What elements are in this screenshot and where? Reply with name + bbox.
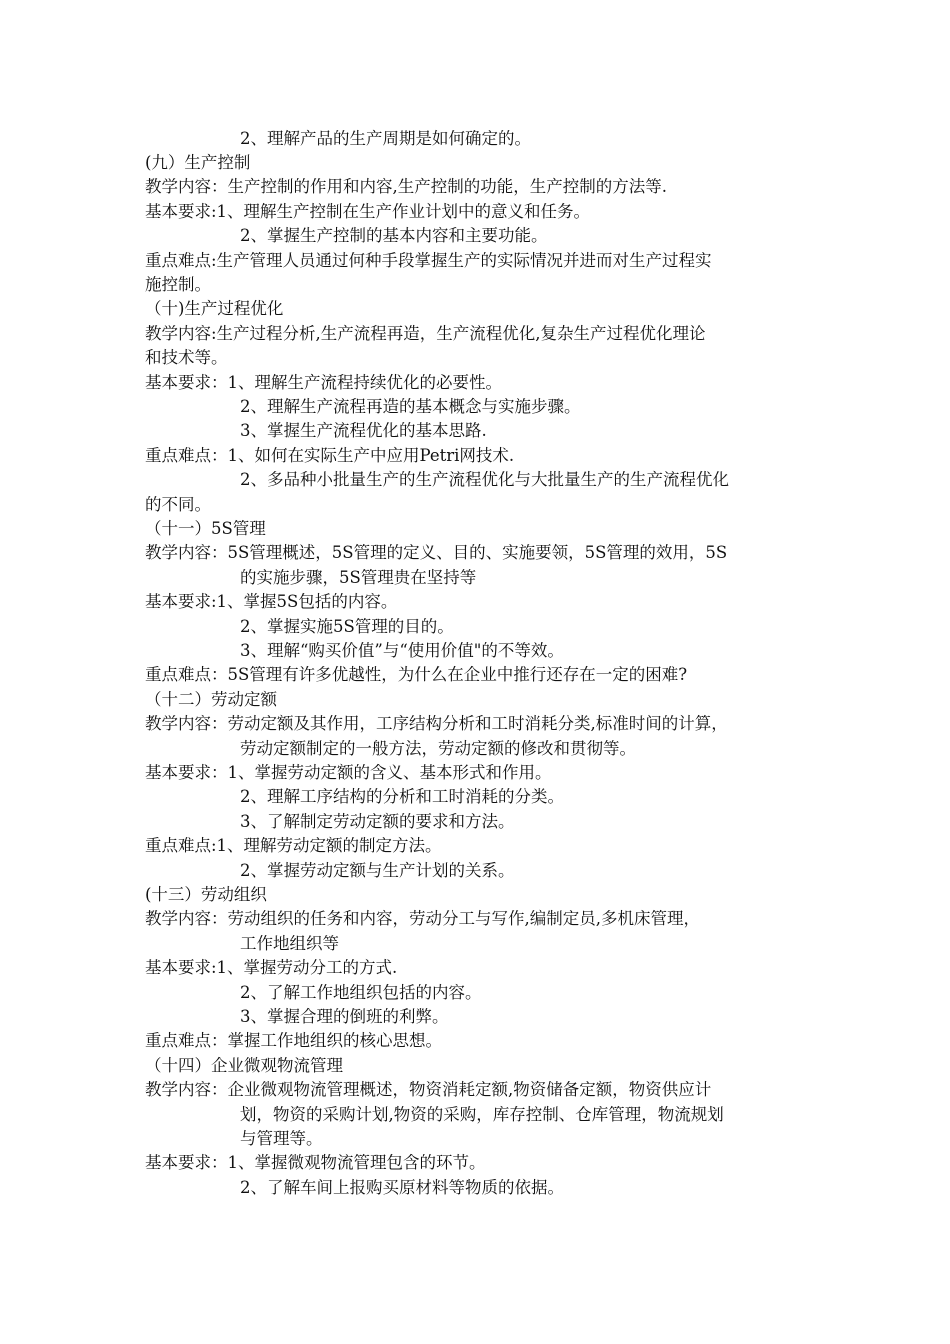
text-line: 重点难点：1、如何在实际生产中应用Petri网技术. xyxy=(145,446,515,465)
text-line: 2、理解产品的生产周期是如何确定的。 xyxy=(240,129,531,148)
section-heading: （十一）5S管理 xyxy=(145,519,266,538)
text-line: 3、理解“购买价值”与“使用价值"的不等效。 xyxy=(240,641,564,660)
text-line: 重点难点：5S管理有许多优越性，为什么在企业中推行还存在一定的困难? xyxy=(145,665,688,684)
text-line: 2、多品种小批量生产的生产流程优化与大批量生产的生产流程优化 xyxy=(240,470,729,489)
text-line: 和技术等。 xyxy=(145,348,228,367)
text-line: 工作地组织等 xyxy=(240,934,339,953)
text-line: 教学内容：劳动定额及其作用，工序结构分析和工时消耗分类,标准时间的计算， xyxy=(145,714,728,733)
section-heading: (十三）劳动组织 xyxy=(145,885,267,904)
text-line: 基本要求：1、掌握微观物流管理包含的环节。 xyxy=(145,1153,486,1172)
text-line: 2、理解工序结构的分析和工时消耗的分类。 xyxy=(240,787,564,806)
text-line: 教学内容：劳动组织的任务和内容，劳动分工与写作,编制定员,多机床管理， xyxy=(145,909,700,928)
text-line: 基本要求:1、掌握5S包括的内容。 xyxy=(145,592,398,611)
text-line: 重点难点:生产管理人员通过何种手段掌握生产的实际情况并进而对生产过程实 xyxy=(145,251,712,270)
text-line: 基本要求：1、理解生产流程持续优化的必要性。 xyxy=(145,373,502,392)
text-line: 3、了解制定劳动定额的要求和方法。 xyxy=(240,812,515,831)
text-line: 2、理解生产流程再造的基本概念与实施步骤。 xyxy=(240,397,581,416)
text-line: 2、掌握生产控制的基本内容和主要功能。 xyxy=(240,226,548,245)
text-line: 2、掌握实施5S管理的目的。 xyxy=(240,617,454,636)
text-line: 施控制。 xyxy=(145,275,211,294)
text-line: 劳动定额制定的一般方法，劳动定额的修改和贯彻等。 xyxy=(240,739,636,758)
section-heading: （十四）企业微观物流管理 xyxy=(145,1056,343,1075)
text-line: 的不同。 xyxy=(145,495,211,514)
text-line: 教学内容：生产控制的作用和内容,生产控制的功能，生产控制的方法等. xyxy=(145,177,667,196)
text-line: 2、了解车间上报购买原材料等物质的依据。 xyxy=(240,1178,564,1197)
text-line: 教学内容：5S管理概述，5S管理的定义、目的、实施要领，5S管理的效用，5S xyxy=(145,543,728,562)
text-line: 2、了解工作地组织包括的内容。 xyxy=(240,983,482,1002)
text-line: 基本要求:1、理解生产控制在生产作业计划中的意义和任务。 xyxy=(145,202,591,221)
section-heading: （十)生产过程优化 xyxy=(145,299,284,318)
text-line: 与管理等。 xyxy=(240,1129,323,1148)
text-line: 划，物资的采购计划,物资的采购，库存控制、仓库管理，物流规划 xyxy=(240,1105,724,1124)
text-line: 基本要求：1、掌握劳动定额的含义、基本形式和作用。 xyxy=(145,763,552,782)
text-line: 教学内容：企业微观物流管理概述，物资消耗定额,物资储备定额，物资供应计 xyxy=(145,1080,712,1099)
text-line: 重点难点:1、理解劳动定额的制定方法。 xyxy=(145,836,442,855)
text-line: 2、掌握劳动定额与生产计划的关系。 xyxy=(240,861,515,880)
text-line: 3、掌握合理的倒班的利弊。 xyxy=(240,1007,449,1026)
text-line: 重点难点：掌握工作地组织的核心思想。 xyxy=(145,1031,442,1050)
text-line: 的实施步骤，5S管理贵在坚持等 xyxy=(240,568,477,587)
text-line: 教学内容:生产过程分析,生产流程再造，生产流程优化,复杂生产过程优化理论 xyxy=(145,324,706,343)
section-heading: (九）生产控制 xyxy=(145,153,251,172)
text-line: 3、掌握生产流程优化的基本思路. xyxy=(240,421,487,440)
text-line: 基本要求:1、掌握劳动分工的方式. xyxy=(145,958,398,977)
section-heading: （十二）劳动定额 xyxy=(145,690,277,709)
